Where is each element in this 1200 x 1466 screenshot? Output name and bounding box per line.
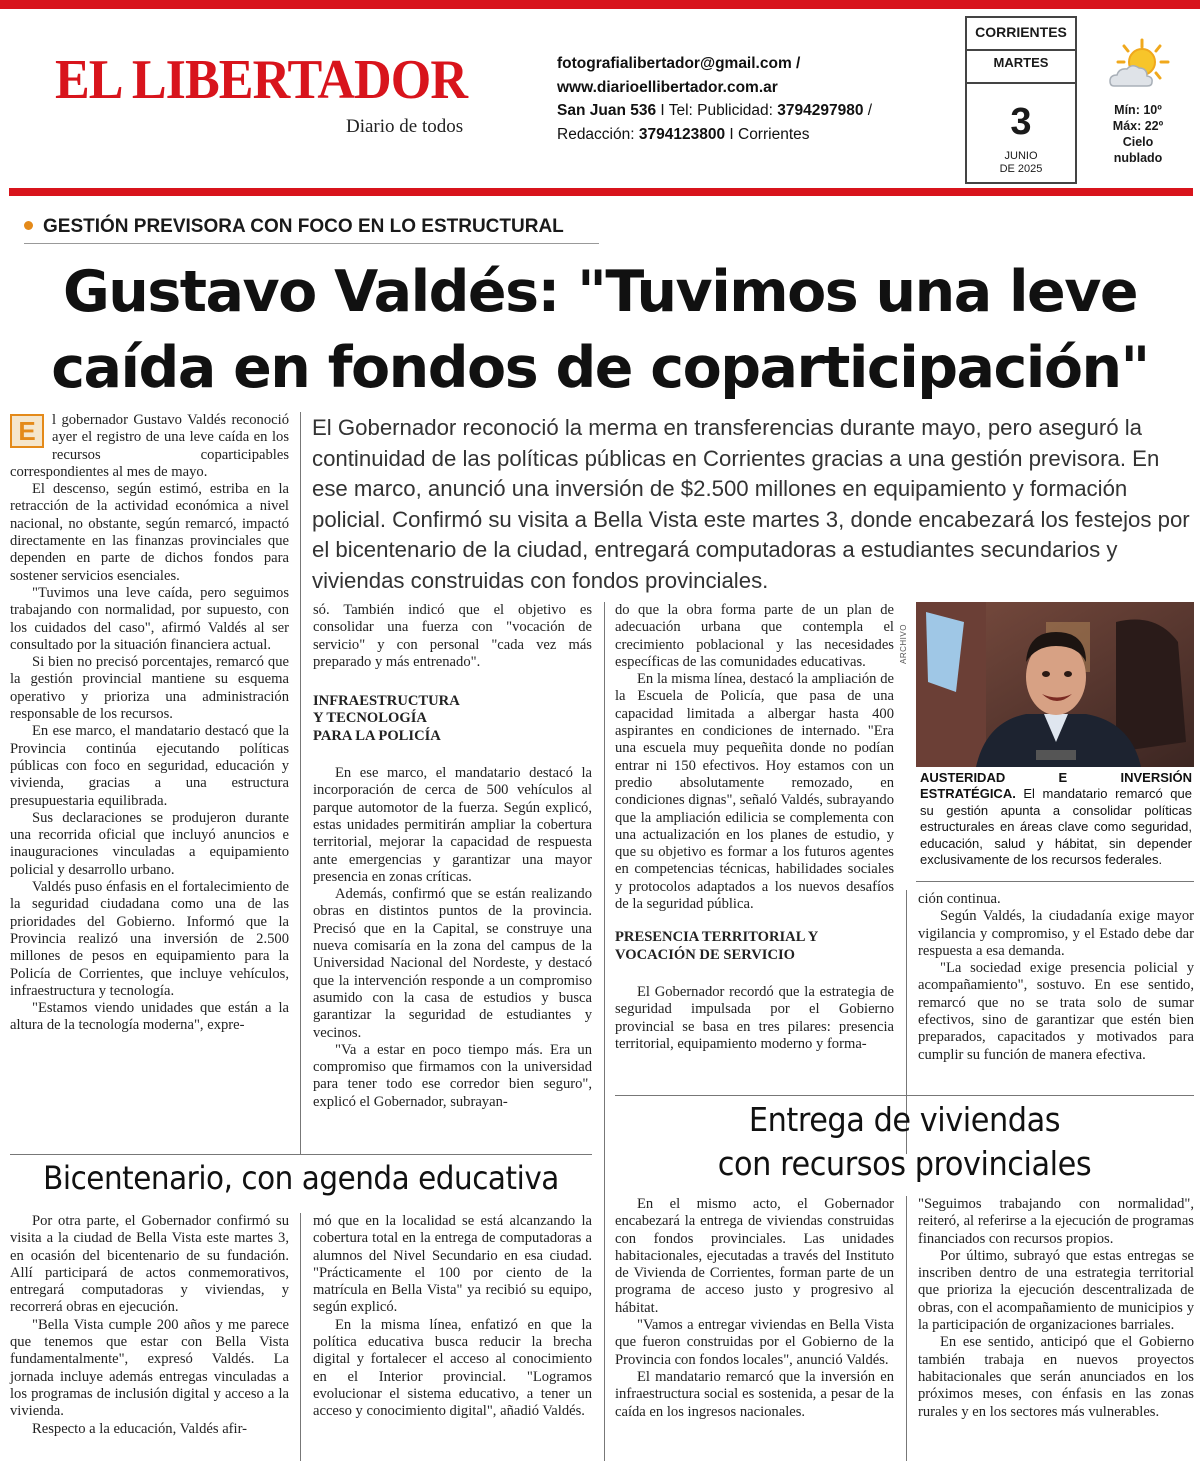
column-divider [300, 1213, 301, 1461]
paragraph: En ese marco, el mandatario destacó la incorporación de cerca de 500 vehículos al parque automotor de la fuerza. Según explicó, estas unidades permitirán ampliar la cobertura territorial, mejorar la capacidad de respuesta ante emergencias y garantizar una mayor presencia en zonas críticas. [313, 765, 592, 885]
viviendas-title[interactable] [638, 1098, 1171, 1186]
article-kicker [24, 215, 564, 239]
contact-newsroom-label: Redacción: [557, 125, 639, 143]
paragraph: "Vamos a entregar viviendas en Bella Vista que fueron construidas por el Gobierno de la Provincia con fondos locales", anunció Valdés. [615, 1317, 894, 1368]
paragraph: Respecto a la educación, Valdés afir- [32, 1420, 248, 1437]
paragraph: l gobernador Gustavo Valdés reconoció ayer el registro de una leve caída en los recursos coparticipables correspondientes al mes de mayo. [10, 412, 289, 480]
drop-cap: E [10, 414, 44, 448]
photo-caption [920, 770, 1192, 868]
newspaper-logo[interactable]: EL LIBERTADOR [55, 49, 468, 111]
paragraph: mó que en la localidad se está alcanzando la cobertura total en la entrega de computadoras a alumnos del Nivel Secundario en esa ciudad. "Prácticamente el 100 por ciento de la matrícula en Bella Vista" ya recibió su equipo, según explicó. [313, 1213, 592, 1316]
column-divider [604, 602, 605, 1154]
paragraph: só. También indicó que el objetivo es consolidar una fuerza con "vocación de servicio" y con personal "cada vez más preparado y más entrenado". [313, 602, 592, 670]
column-divider [300, 412, 301, 1154]
paragraph: "Bella Vista cumple 200 años y me parece que tenemos que estar con Bella Vista fundamentalmente", expresó Valdés. La jornada incluye además entregas vinculadas a los programas de inclusión digital y acceso a la vivienda. [10, 1316, 289, 1420]
bicentenario-column-2 [313, 1213, 592, 1421]
paragraph: En ese sentido, anticipó que el Gobierno también trabaja en nuevos proyectos habitacionales que serán anunciados en los próximos meses, con énfasis en las zonas rurales y en los sectores más vulnerables. [918, 1334, 1194, 1420]
bicentenario-column-1 [10, 1213, 289, 1438]
date-day: 3 [1010, 101, 1032, 143]
section-rule [615, 1095, 1194, 1096]
paragraph: "La sociedad exige presencia policial y acompañamiento", sostuvo. En ese sentido, remarcó que no se trata solo de sumar efectivos, sino de garantizar que estén bien preparados, capacitados y motivados para cumplir su función de manera efectiva. [918, 960, 1194, 1063]
paragraph: "Estamos viendo unidades que están a la altura de la tecnología moderna", expre- [10, 1000, 289, 1034]
paragraph: El descenso, según estimó, estriba en la retracción de la actividad económica a nivel nacional, no obstante, según remarcó, impactó directamente en las finanzas provinciales que dependen en parte de dichos fondos para sostener servicios esenciales. [10, 481, 289, 584]
bullet-dot-icon [24, 221, 33, 230]
viviendas-column-2 [918, 1196, 1194, 1421]
paragraph: ción continua. [918, 891, 1001, 907]
contact-block [557, 52, 937, 146]
contact-phone-label: I Tel: Publicidad: [656, 102, 778, 119]
governor-photo[interactable] [916, 602, 1194, 767]
paragraph: Si bien no precisó porcentajes, remarcó que la gestión provincial mantiene su esquema operativo y prioriza una administración responsable de los recursos. [10, 654, 289, 723]
column-divider [906, 1196, 907, 1461]
title-line: con recursos provinciales [717, 1144, 1092, 1183]
date-year: DE 2025 [999, 163, 1043, 175]
headline-line: caída en fondos de coparticipación" [51, 335, 1149, 401]
paragraph: "Seguimos trabajando con normalidad", reiteró, al referirse a la ejecución de programas financiados con recursos propios. [918, 1196, 1194, 1247]
paragraph: "Tuvimos una leve caída, pero seguimos trabajando con normalidad, por supuesto, con los cuidados del caso", afirmó Valdés al ser consultado por la situación financiera actual. [10, 584, 289, 653]
contact-email[interactable]: fotografialibertador@gmail.com / [557, 55, 801, 72]
weather-min: Mín: 10º [1114, 103, 1162, 117]
paragraph: Valdés puso énfasis en el fortalecimiento de la seguridad ciudadana como una de las prioridades del Gobierno. Informó que la Provincia realizó una inversión de 2.500 millones de pesos en equipamiento para la Policía de Corrientes, que incluye vehículos, infraestructura y tecnología. [10, 879, 289, 999]
section-rule [10, 1154, 592, 1155]
paragraph: El mandatario remarcó que la inversión en infraestructura social es sostenida, a pesar de la caída en los ingresos nacionales. [615, 1368, 894, 1420]
paragraph: Por último, subrayó que estas entregas se inscriben dentro de una estrategia territorial que prioriza la ejecución descentralizada de obras, con el acompañamiento de municipios y la participación de organizaciones barriales. [918, 1247, 1194, 1334]
contact-sep: / [863, 102, 873, 119]
article-column-1 [10, 412, 289, 1035]
weather-condition: Cielo [1122, 135, 1154, 149]
kicker-underline [24, 243, 599, 244]
newspaper-tagline: Diario de todos [346, 116, 464, 137]
paragraph: En la misma línea, destacó la ampliación de la Escuela de Policía, que pasa de una capacidad limitada a albergar hasta 400 aspirantes en condiciones de internado. "Era una escuela muy pequeñita donde no podían entrar ni 150 efectivos. Hoy estamos con un predio absolutamente remozado, en condiciones dignas", señaló Valdés, subrayando que la ampliación edilicia se complementa con una actualización en los planes de estudio, y que su objetivo es formar a los futuros agentes en competencias técnicas, habilidades sociales y protocolos adaptados a los nuevos desafíos de la seguridad pública. [615, 671, 894, 913]
article-headline[interactable] [0, 254, 1200, 406]
masthead-red-bar [9, 188, 1193, 196]
kicker-text: GESTIÓN PREVISORA CON FOCO EN LO ESTRUCTURAL [43, 216, 564, 237]
paragraph: El Gobernador recordó que la estrategia de seguridad impulsada por el Gobierno provincial se basa en tres pilares: presencia territorial, equipamiento moderno y forma- [615, 983, 894, 1052]
title-line: Entrega de viviendas [748, 1100, 1061, 1139]
article-column-2 [313, 602, 592, 1111]
article-column-4 [918, 891, 1194, 1064]
paragraph: Por otra parte, el Gobernador confirmó su visita a la ciudad de Bella Vista este martes 3, en ocasión del bicentenario de su fundación. Allí participará de actos conmemorativos, entregará computadoras y viviendas, y recorrerá obras en ejecución. [10, 1213, 289, 1316]
caption-rule [916, 881, 1194, 882]
bicentenario-title[interactable]: Bicentenario, con agenda educativa [43, 1159, 559, 1197]
contact-phone-newsroom: 3794123800 [638, 125, 726, 143]
weather-condition: nublado [1113, 151, 1163, 165]
partly-cloudy-icon [1102, 36, 1174, 98]
paragraph: En ese marco, el mandatario destacó que la Provincia continúa ejecutando políticas públicas con foco en seguridad, educación y vivienda, gracias a una estructura presupuestaria equilibrada. [10, 723, 289, 809]
weather-max: Máx: 22º [1112, 119, 1164, 133]
weather-box [1083, 30, 1193, 180]
column-divider [604, 1095, 605, 1461]
date-city: CORRIENTES [975, 24, 1067, 40]
contact-address: San Juan 536 [557, 102, 657, 119]
caption-title: AUSTERIDAD E INVERSIÓN ESTRATÉGICA. [920, 770, 1192, 802]
contact-city: I Corrientes [725, 125, 810, 143]
date-month: JUNIO [1004, 150, 1038, 162]
article-column-3 [615, 602, 894, 1053]
caption-text: El mandatario remarcó que su gestión apunta a consolidar políticas estructurales en áreas clave como seguridad, educación, salud y hábitat, sin depender exclusivamente de los recursos federales. [920, 786, 1192, 868]
date-divider [967, 82, 1075, 84]
paragraph: Sus declaraciones se produjeron durante una recorrida oficial que incluyó anuncios e inauguraciones vinculadas a equipamiento policial y desarrollo urbano. [10, 809, 289, 878]
paragraph: Según Valdés, la ciudadanía exige mayor vigilancia y compromiso, y el Estado debe dar respuesta a esa demanda. [918, 908, 1194, 959]
paragraph: do que la obra forma parte de un plan de adecuación urbana que contempla el crecimiento poblacional y las necesidades específicas de las comunidades educativas. [615, 602, 894, 670]
article-lead: El Gobernador reconoció la merma en transferencias durante mayo, pero aseguró la continuidad de las políticas públicas en Corrientes gracias a una gestión previsora. En ese marco, anunció una inversión de $2.500 millones en equipamiento y formación policial. Confirmó su visita a Bella Vista este martes 3, donde encabezará los festejos por el bicentenario de la ciudad, entregará computadoras a estudiantes secundarios y viviendas construidas con fondos provinciales. [312, 415, 1190, 593]
contact-website[interactable]: www.diarioellibertador.com.ar [557, 78, 778, 96]
subheading-presencia: PRESENCIA TERRITORIAL Y VOCACIÓN DE SERVICIO [615, 929, 819, 963]
top-red-line [0, 0, 1200, 9]
contact-phone-ads: 3794297980 [777, 102, 864, 119]
subheading-infraestructura: INFRAESTRUCTURA Y TECNOLOGÍA PARA LA POLICÍA [313, 693, 460, 744]
governor-photo-illustration [916, 602, 1194, 767]
paragraph: "Va a estar en poco tiempo más. Era un compromiso que firmamos con la universidad para tener todo ese corredor bien seguro", explicó el Gobernador, subrayan- [313, 1041, 592, 1110]
viviendas-column-1 [615, 1196, 894, 1421]
photo-credit: ARCHIVO [899, 624, 908, 664]
paragraph: Además, confirmó que se están realizando obras en distintos puntos de la provincia. Precisó que en la Capital, se construye una nueva comisaría en la zona del campus de la Universidad Nacional del Nordeste, y destacó que la intervención responde a un compromiso asumido con la casa de estudios y busca garantizar la seguridad de estudiantes y vecinos. [313, 886, 592, 1041]
date-weekday: MARTES [993, 55, 1049, 70]
headline-line: Gustavo Valdés: "Tuvimos una leve [62, 259, 1138, 325]
paragraph: En la misma línea, enfatizó en que la política educativa busca reducir la brecha digital y fortalecer el acceso al conocimiento en el Interior provincial. "Logramos evolucionar el sistema educativo, a tener un acceso y conocimiento digital", añadió Valdés. [313, 1316, 592, 1420]
paragraph: En el mismo acto, el Gobernador encabezará la entrega de viviendas construidas con fondos provinciales. Las unidades habitacionales, ejecutadas a través del Instituto de Vivienda de Corrientes, forman parte de un programa de acceso justo y progresivo al hábitat. [615, 1196, 894, 1316]
date-divider [967, 49, 1075, 51]
date-box [965, 16, 1077, 184]
